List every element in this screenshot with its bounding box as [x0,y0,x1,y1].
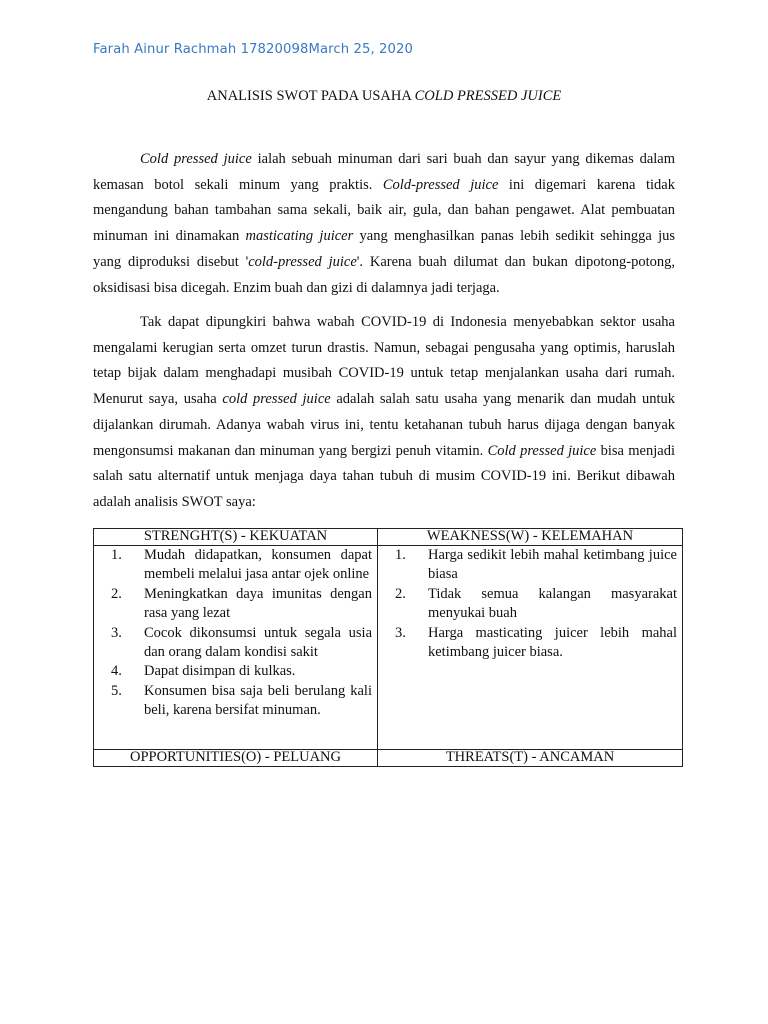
list-number: 3. [395,624,406,641]
title-italic: COLD PRESSED JUICE [414,88,562,104]
list-item [99,546,372,585]
list-item [383,624,677,663]
p2-s4: Cold pressed juice [487,442,597,459]
swot-footer-row [94,750,683,767]
p1-s7: cold-pressed juice [248,253,357,270]
strength-cell [94,546,378,750]
list-text: Tidak semua kalangan masyarakat menyukai buah [428,585,677,622]
swot-body-row [94,546,683,750]
list-text: Dapat disimpan di kulkas. [144,663,296,680]
list-item [99,682,372,721]
paragraph-intro [93,147,675,301]
list-number: 1. [395,547,406,563]
p2-s2: cold pressed juice [222,391,331,408]
header-author-date: Farah Ainur Rachmah 17820098March 25, 2020 [93,42,414,57]
list-text: Mudah didapatkan, konsumen dapat membeli melalui jasa antar ojek online [144,547,372,583]
list-item [99,662,372,681]
strength-header: STRENGHT(S) - KEKUATAN [94,529,378,546]
p1-s3: Cold-pressed juice [382,176,499,193]
list-number: 4. [111,663,122,680]
opportunities-header: OPPORTUNITIES(O) - PELUANG [94,750,378,767]
p2-s5: bisa menjadi salah satu alternatif untuk menjaga daya tahan tubuh di musim COVID-19 ini. Berikut dibawah adalah analisis SWOT saya: [93,442,675,510]
list-number: 2. [111,585,122,602]
list-item [99,624,372,663]
strength-list [99,546,372,721]
document-title [0,88,768,105]
list-text: Harga sedikit lebih mahal ketimbang juice biasa [428,547,677,583]
weakness-header: WEAKNESS(W) - KELEMAHAN [378,529,683,546]
p2-s1: Tak dapat dipungkiri bahwa wabah COVID-19 di Indonesia menyebabkan sektor usaha mengalami kerugian serta omzet turun drastis. Namun, sebagai pengusaha yang optimis, haruslah tetap bijak dalam menghadapi musibah COVID-19 untuk tetap menjalankan usaha dari rumah. Menurut saya, usaha [93,314,675,408]
list-text: Cocok dikonsumsi untuk segala usia dan orang dalam kondisi sakit [144,624,372,661]
list-item [99,585,372,624]
list-number: 3. [111,624,122,641]
swot-header-row [94,529,683,546]
p2-s3: adalah salah satu usaha yang menarik dan mudah untuk dijalankan dirumah. Adanya wabah virus ini, tentu ketahanan tubuh harus dijaga dengan banyak mengonsumsi makanan dan minuman yang bergizi penuh vitamin. [93,391,675,459]
p1-s2: ialah sebuah minuman dari sari buah dan sayur yang dikemas dalam kemasan botol sekali minum yang praktis. [93,151,675,193]
list-item [383,585,677,624]
p1-s1: Cold pressed juice [140,151,252,167]
p1-s4: ini digemari karena tidak mengandung bahan tambahan sama sekali, baik air, gula, dan bahan pengawet. Alat pembuatan minuman ini dinamakan [93,176,675,245]
p1-s8: '. Karena buah dilumat dan bukan dipotong-potong, oksidisasi bisa dicegah. Enzim buah dan gizi di dalamnya jadi terjaga. [93,253,676,296]
list-number: 2. [395,585,406,602]
list-number: 5. [111,682,122,699]
weakness-list [383,546,677,662]
paragraph-covid [93,310,675,516]
swot-table [93,528,683,767]
p1-s5: masticating juicer [245,228,354,245]
list-text: Harga masticating juicer lebih mahal ketimbang juicer biasa. [428,624,677,661]
list-text: Meningkatkan daya imunitas dengan rasa yang lezat [144,585,372,622]
weakness-cell [378,546,683,750]
list-text: Konsumen bisa saja beli berulang kali beli, karena bersifat minuman. [144,682,372,719]
list-number: 1. [111,547,122,563]
title-main: ANALISIS SWOT PADA USAHA [206,88,415,104]
list-item [383,546,677,585]
threats-header: THREATS(T) - ANCAMAN [378,750,683,767]
p1-s6: yang menghasilkan panas lebih sedikit sehingga jus yang diproduksi disebut ' [93,228,675,270]
